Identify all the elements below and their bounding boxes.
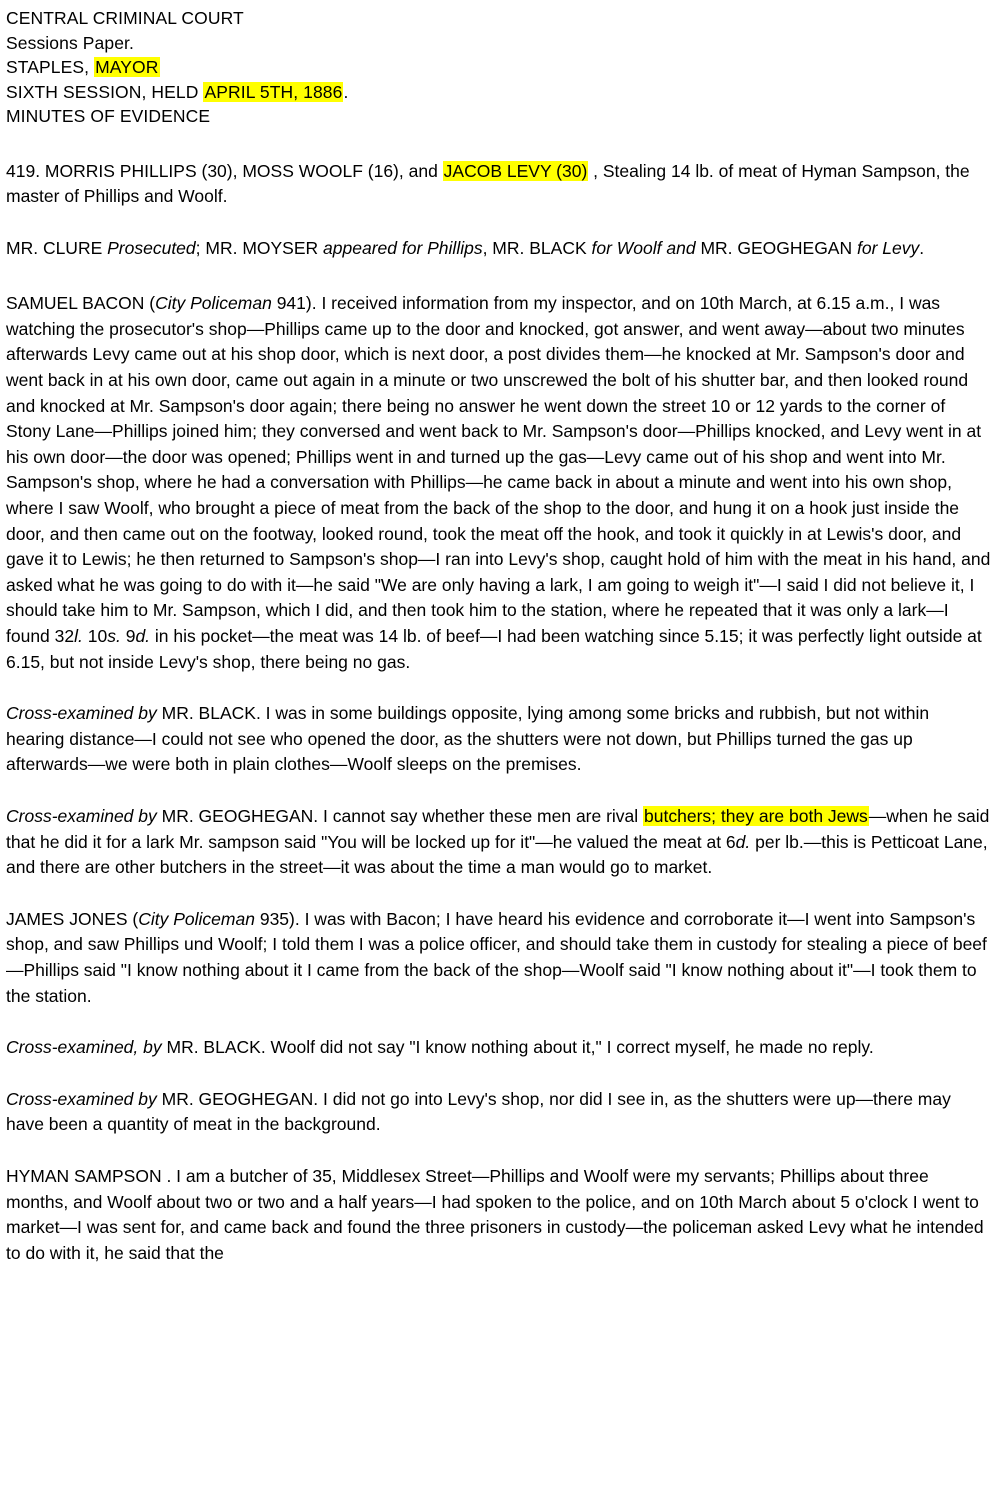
text-run: 10 [82, 626, 108, 646]
defendant-highlight: JACOB LEVY (30) [443, 160, 588, 181]
testimony-paragraph-bacon-cross-black [6, 701, 992, 778]
session-line-suffix: . [343, 81, 349, 102]
mayor-highlight: MAYOR [95, 57, 159, 77]
counsel-geoghegan: MR. GEOGHEGAN [695, 237, 857, 258]
text-run: in his pocket—the meat was 14 lb. of beef—I had been watching since 5.15; it was perfectly light outside at 6.15, but not inside Levy's shop, there being no gas. [6, 626, 982, 672]
sessions-paper-label: Sessions Paper. [6, 32, 134, 53]
italic-run: Cross-examined, by [6, 1037, 162, 1058]
italic-run: Cross-examined by [6, 1088, 157, 1109]
text-run: —when he said that he did it for a lark Mr. sampson said "You will be locked up for it"—he valued the meat at 6 [6, 805, 990, 852]
counsel-for-levy: for Levy [856, 237, 920, 258]
italic-run: d. [735, 831, 751, 852]
counsel-paragraph [6, 236, 992, 262]
counsel-prosecuted: Prosecuted [107, 237, 196, 258]
italic-run: Cross-examined by [6, 703, 157, 724]
counsel-moyser: ; MR. MOYSER [195, 237, 324, 258]
minutes-of-evidence-label: MINUTES OF EVIDENCE [6, 106, 211, 126]
text-run: per lb.—this is Petticoat Lane, and there are other butchers in the street—it was about the time a man would go to market. [6, 831, 988, 878]
session-line [6, 80, 992, 105]
italic-run: Cross-examined by [6, 805, 157, 826]
court-name: CENTRAL CRIMINAL COURT [6, 8, 244, 28]
spacer [6, 675, 992, 701]
spacer [6, 210, 992, 236]
text-run: SAMUEL BACON ( [6, 293, 156, 314]
text-run: 935). I was with Bacon; I have heard his evidence and corroborate it—I went into Sampson's shop, and saw Phillips und Woolf; I told them I was a police officer, and should take them in custody for stealing a piece of beef—Phillips said "I know nothing about it I came from the back of the shop—Woolf said "I know nothing about it"—I took them to the station. [6, 908, 987, 1006]
testimony-paragraph-bacon-main [6, 291, 992, 675]
testimony-container [6, 291, 992, 1266]
session-date-highlight: APRIL 5TH, 1886 [204, 81, 343, 102]
spacer [6, 261, 992, 291]
text-run: MR. BLACK. I was in some buildings opposite, lying among some bricks and rubbish, but not within hearing distance—I could not see who opened the door, as the shutters were not down, but Phillips turned the gas up afterwards—we were both in plain clothes—Woolf sleeps on the premises. [6, 703, 930, 775]
case-heading-suffix: , Stealing 14 lb. of meat of Hyman Sampson, the master of Phillips and Woolf. [6, 160, 970, 207]
italic-run: d. [135, 626, 151, 646]
spacer [6, 1009, 992, 1035]
text-run: MR. GEOGHEGAN. I cannot say whether these men are rival [156, 805, 644, 826]
spacer [6, 1138, 992, 1164]
counsel-clure: MR. CLURE [6, 237, 108, 258]
text-run: MR. GEOGHEGAN. I did not go into Levy's shop, nor did I see in, as the shutters were up—there may have been a quantity of meat in the background. [6, 1088, 951, 1135]
counsel-for-woolf: for Woolf and [591, 237, 696, 258]
counsel-for-phillips: appeared for Phillips [323, 237, 483, 258]
italic-run: s. [107, 626, 121, 646]
testimony-paragraph-sampson-main [6, 1164, 992, 1266]
spacer [6, 881, 992, 907]
case-heading [6, 159, 992, 210]
testimony-paragraph-jones-cross-geoghegan [6, 1087, 992, 1138]
testimony-paragraph-bacon-cross-geoghegan [6, 804, 992, 881]
testimony-paragraph-jones-cross-black [6, 1035, 992, 1061]
text-run: 941). I received information from my inspector, and on 10th March, at 6.15 a.m., I was watching the prosecutor's shop—Phillips came up to the door and knocked, got answer, and went away—about two minutes afterwards Levy came out at his shop door, which is next door, a post divides them—he knocked at Mr. Sampson's door and went back in at his own door, came out again in a minute or two unscrewed the bolt of his shutter bar, and then looked round and knocked at Mr. Sampson's door again; there being no answer he went down the street 10 or 12 yards to the corner of Stony Lane—Phillips joined him; they conversed and went back to Mr. Sampson's door—Phillips knocked, and Levy went in at his own door—the door was opened; Phillips went in and turned up the gas—Levy came out of his shop and went into Mr. Sampson's shop, where he had a conversation with Phillips—he came back in about a minute and went into his own shop, where I saw Woolf, who brought a piece of meat from the back of the shop to the door, and hung it on a hook just inside the door, and then came out on the footway, looked round, took the meat off the hook, and took it quickly in at Lewis's door, and gave it to Lewis; he then returned to Sampson's shop—I ran into Levy's shop, caught hold of him with the meat in his hand, and asked what he was going to do with it—he said "We are only having a lark, I am going to weigh it"—I said I did not believe it, I should take him to Mr. Sampson, which I did, and then took him to the station, where he repeated that it was only a lark—I found 32 [6, 293, 991, 646]
italic-run: City Policeman [155, 293, 272, 314]
session-line-prefix: SIXTH SESSION, HELD [6, 81, 204, 102]
case-heading-prefix: 419. MORRIS PHILLIPS (30), MOSS WOOLF (16), and [6, 160, 443, 181]
counsel-black: , MR. BLACK [482, 237, 592, 258]
mayor-line [6, 55, 992, 80]
text-run: 9 [120, 626, 136, 646]
text-run: HYMAN SAMPSON . I am a butcher of 35, Middlesex Street—Phillips and Woolf were my servants; Phillips about three months, and Woolf about two or two and a half years—I had spoken to the police, and on 10th March about 5 o'clock I went to market—I was sent for, and came back and found the three prisoners in custody—the policeman asked Levy what he intended to do with it, he said that the [6, 1165, 984, 1263]
mayor-line-prefix: STAPLES, [6, 57, 95, 77]
text-run: JAMES JONES ( [6, 908, 139, 929]
spacer [6, 1061, 992, 1087]
testimony-paragraph-jones-main [6, 907, 992, 1009]
counsel-end: . [919, 237, 925, 258]
italic-run: l. [74, 626, 83, 646]
spacer [6, 129, 992, 159]
text-highlight: butchers; they are both Jews [644, 805, 868, 826]
spacer [6, 778, 992, 804]
text-run: MR. BLACK. Woolf did not say "I know nothing about it," I correct myself, he made no reply. [161, 1037, 874, 1058]
italic-run: City Policeman [138, 908, 255, 929]
